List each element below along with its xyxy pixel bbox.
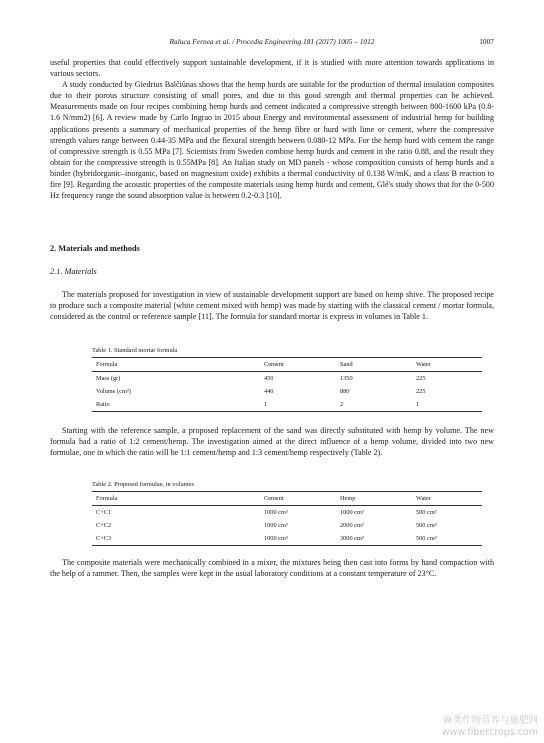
table-header-cell: Cement (264, 361, 284, 368)
table-cell: 500 cm³ (416, 535, 437, 542)
watermark-line-1: 麻类作物营养与施肥网 (442, 715, 538, 726)
table-header-cell: Water (416, 361, 431, 368)
table-cell: C+C1 (96, 509, 112, 516)
intro-paragraph-1: useful properties that could effectively support sustainable development, if it is studied with more attention towards applications in various sectors. (50, 58, 494, 79)
table-1-grid (92, 357, 482, 412)
table-cell: 1350 (340, 375, 353, 382)
site-watermark (442, 715, 538, 739)
table-cell: 225 (416, 388, 426, 395)
table-cell: 1000 cm³ (340, 509, 364, 516)
table-cell: 2 (340, 401, 344, 408)
section-heading: 2. Materials and methods (50, 244, 140, 253)
table-cell: 500 cm³ (416, 522, 437, 529)
table-cell: 1 (416, 401, 420, 408)
table-row (92, 519, 482, 532)
materials-text-2 (50, 425, 494, 458)
table-header-cell: Hemp (340, 495, 356, 502)
table-row (92, 398, 482, 412)
table-cell: Ratio (96, 401, 110, 408)
table-cell: 3000 cm³ (340, 535, 364, 542)
intro-text (50, 57, 494, 201)
table-cell: 1000 cm³ (264, 509, 288, 516)
materials-paragraph-3: The composite materials were mechanically combined in a mixer, the mixtures being then cast into forms by hand compaction with the help of a rammer. Then, the samples were kept in the usual laboratory conditions at a constant temperature of 23°C. (50, 558, 494, 579)
table-1 (92, 347, 482, 412)
materials-text-3 (50, 557, 494, 579)
table-cell: C+C2 (96, 522, 112, 529)
table-header-cell: Formula (96, 361, 118, 368)
table-cell: 880 (340, 388, 350, 395)
table-cell: 1000 cm³ (264, 535, 288, 542)
table-header-cell: Cement (264, 495, 284, 502)
table-cell: 450 (264, 375, 274, 382)
table-1-caption: Table 1. Standard mortar formula (92, 347, 178, 354)
table-cell: 1000 cm³ (264, 522, 288, 529)
table-cell: Volume (cm³) (96, 388, 131, 395)
intro-paragraph-2: A study conducted by Giedrius Balčiūnas shows that the hemp hurds are suitable for the production of thermal insulation composites due to their porous structure consisting of small pores, and due to this good strength and thermal properties can be achieved. Measurements made on four recipes combining hemp hurds and cement indicated a compressive strength between 800-1600 kPa (0.8-1.6 N/mm2) [6]. A review made by Carlo Ingrao in 2015 about Energy and environmental assessment of industrial hemp for building applications presents a summary of mechanical properties of the hemp fibre or hurd with lime or cement, where the compressive strength values range between 0.44-35 MPa and the flexural strength between 0.080-12 MPa. For the hemp hurd with cement the range of compressive strength is 0.55 MPa [7]. Scientists from Sweden combine hemp hurds and cement in the ratio 0.88, and the result they obtain for the compressive strength is 0.55MPa [8]. An Italian study on MD panels - whose composition consists of hemp hurds and a binder (hybridorganic–inorganic, based on magnesium oxide) exhibits a thermal conductivity of 0.138 W/mK, and a class B reaction to fire [9]. Regarding the acoustic properties of the composite materials using hemp hurds and cement, Glé's study shows that for the 0-500 Hz frequency range the sound absorption value is between 0.2-0.3 [10]. (50, 80, 494, 201)
table-header-row (92, 492, 482, 506)
page-number: 1007 (479, 37, 494, 46)
running-header (50, 37, 494, 46)
table-cell: 500 cm³ (416, 509, 437, 516)
table-row (92, 372, 482, 386)
table-2 (92, 481, 482, 546)
table-header-row (92, 358, 482, 372)
table-header-cell: Sand (340, 361, 353, 368)
table-cell: 440 (264, 388, 274, 395)
table-header-cell: Water (416, 495, 431, 502)
materials-text-1 (50, 289, 494, 322)
table-cell: C+C3 (96, 535, 112, 542)
table-row (92, 532, 482, 546)
materials-paragraph-2: Starting with the reference sample, a proposed replacement of the sand was directly substituted with hemp by volume. The new formula had a ratio of 1:2 cement/hemp. The investigation aimed at the direct influence of a hemp volume, divided into two new formulae, one in which the ratio will be 1:1 cement/hemp and 1:3 cement/hemp respectively (Table 2). (50, 426, 494, 458)
table-row (92, 506, 482, 520)
table-row (92, 385, 482, 398)
table-2-grid (92, 491, 482, 546)
table-2-caption: Table 2. Proposed formulae, in volumes (92, 481, 194, 488)
materials-paragraph-1: The materials proposed for investigation in view of sustainable development support are based on hemp shive. The proposed recipe to produce such a composite material (white cement mixed with hemp) was made by starting with the classical cement / mortar formula, considered as the control or reference sample [11]. The formula for standard mortar is express in volumes in Table 1. (50, 290, 494, 322)
citation-text: Raluca Fernea et al. / Procedia Engineering 181 (2017) 1005 – 1012 (169, 37, 375, 46)
table-cell: 225 (416, 375, 426, 382)
table-cell: 2000 cm³ (340, 522, 364, 529)
table-cell: 1 (264, 401, 268, 408)
table-cell: Mass (gr) (96, 375, 121, 382)
watermark-line-2: www.fibercrops.com (441, 727, 538, 738)
subsection-heading: 2.1. Materials (50, 267, 97, 276)
table-header-cell: Formula (96, 495, 118, 502)
